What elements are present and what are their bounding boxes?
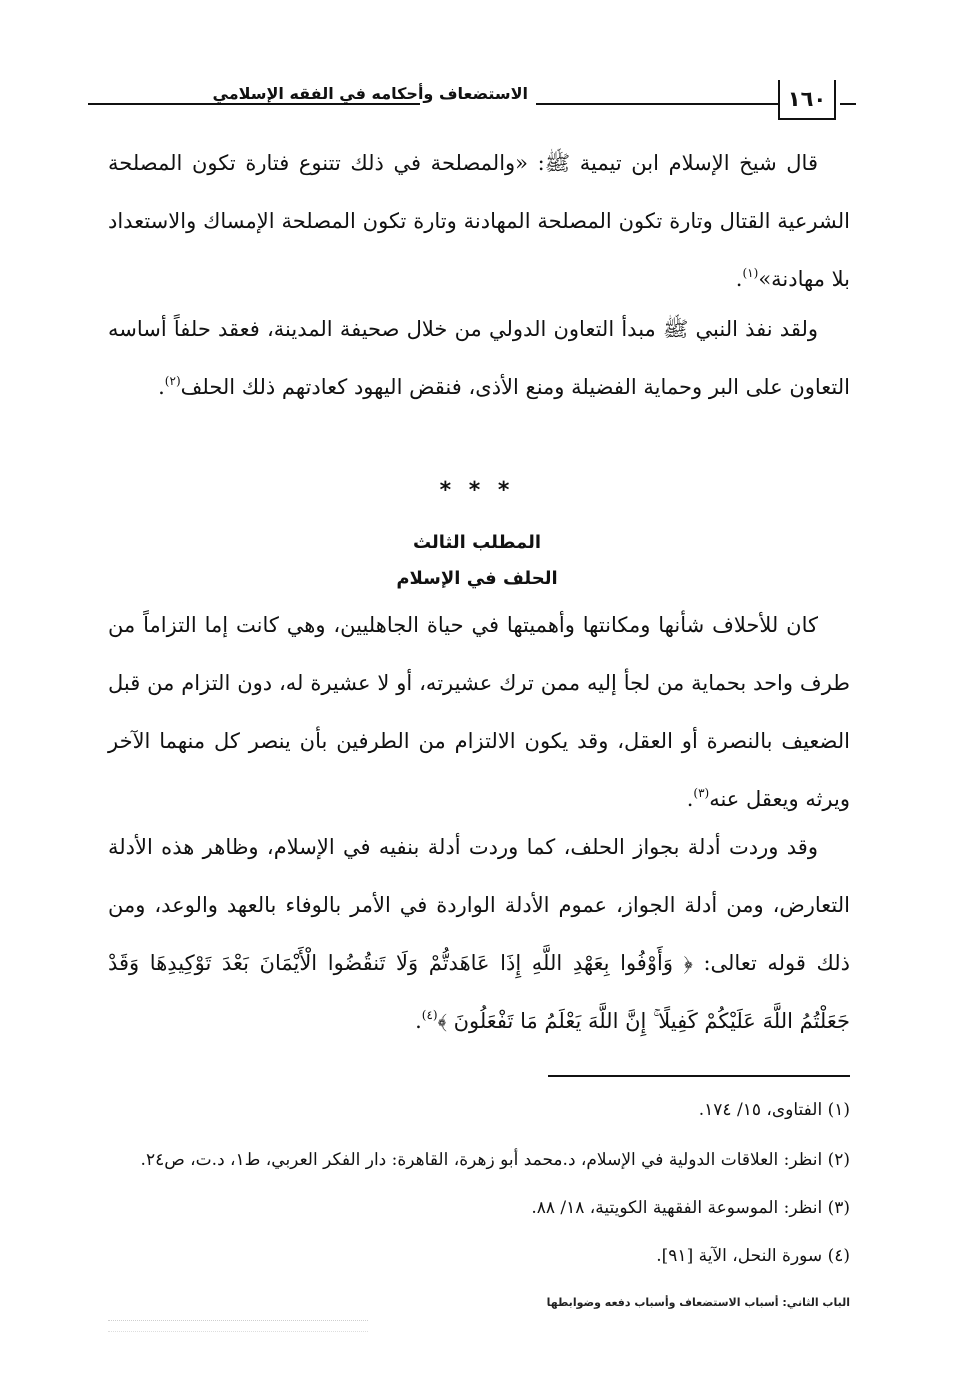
footnote-divider [548, 1075, 850, 1077]
paragraph-medina-charter: ولقد نفذ النبي ﷺ مبدأ التعاون الدولي من خلال صحيفة المدينة، فعقد حلفاً أساسه التعاون على البر وحماية الفضيلة ومنع الأذى، فنقض اليهود كعادتهم ذلك الحلف$^{(٢)}$. [108, 317, 850, 399]
running-header [88, 78, 856, 124]
paragraph-alliances-jahiliyya: كان للأحلاف شأنها ومكانتها وأهميتها في حياة الجاهليين، وهي كانت إما التزاماً من طرف واحد بحماية من لجأ إليه ممن ترك عشيرته، أو لا عشيرة له، دون التزام من قبل الضعيف بالنصرة أو العقل، وقد يكون الالتزام من الطرفين بأن ينصر كل منهما الآخر ويرثه ويعقل عنه$^{(٣)}$. [108, 613, 850, 811]
footnote-ref: (٢) [164, 374, 181, 388]
paragraph-text: ولقد نفذ النبي ﷺ مبدأ التعاون الدولي من خلال صحيفة المدينة، فعقد حلفاً أساسه التعاون على البر وحماية الفضيلة ومنع الأذى، فنقض اليهود كعادتهم ذلك الحلف [108, 317, 850, 399]
footnote-1: (١) الفتاوى، ١٥/ ١٧٤. [698, 1100, 850, 1120]
header-rule [536, 103, 778, 105]
footnote-ref: (٤) [421, 1008, 438, 1022]
footnote-ref: (١) [742, 266, 759, 280]
paragraph-text: كان للأحلاف شأنها ومكانتها وأهميتها في حياة الجاهليين، وهي كانت إما التزاماً من طرف واحد بحماية من لجأ إليه ممن ترك عشيرته، أو لا عشيرة له، دون التزام من قبل الضعيف بالنصرة أو العقل، وقد يكون الالتزام من الطرفين بأن ينصر كل منهما الآخر ويرثه ويعقل عنه [108, 613, 850, 811]
page-number: ١٦٠ [778, 80, 836, 120]
section-heading: المطلب الثالث [412, 532, 542, 553]
footnote-2: (٢) انظر: العلاقات الدولية في الإسلام، د.محمد أبو زهرة، القاهرة: دار الفكر العربي، ط١، د.ت، ص٢٤. [140, 1150, 850, 1170]
paragraph-text: وقد وردت أدلة بجواز الحلف، كما وردت أدلة بنفيه في الإسلام، وظاهر هذه الأدلة التعارض، ومن أدلة الجواز، عموم الأدلة الواردة في الأمر بالوفاء بالعهد والوعد، ومن ذلك قوله تعالى: ﴿ وَأَوْفُوا بِعَهْدِ اللَّهِ إِذَا عَاهَدتُّمْ وَلَا تَنقُضُوا الْأَيْمَانَ بَعْدَ تَوْكِيدِهَا وَقَدْ جَعَلْتُمُ اللَّهَ عَلَيْكُمْ كَفِيلًا ۚ إِنَّ اللَّهَ يَعْلَمُ مَا تَفْعَلُونَ ﴾ [108, 835, 850, 1033]
faint-bleedthrough [108, 1320, 368, 1332]
footnote-3: (٣) انظر: الموسوعة الفقهية الكويتية، ١٨/ ٨٨. [531, 1198, 850, 1218]
paragraph-ibn-taymiyya-quote: قال شيخ الإسلام ابن تيمية ﷺ: «والمصلحة في ذلك تتنوع فتارة تكون المصلحة الشرعية القتال وتارة تكون المصلحة المهادنة وتارة تكون المصلحة الإمساك والاستعداد بلا مهادنة»$^{(١)}$. [108, 151, 850, 291]
chapter-footer: الباب الثاني: أسباب الاستضعاف وأسباب دفعه وضوابطها [546, 1296, 850, 1309]
footnote-4: (٤) سورة النحل، الآية [٩١]. [656, 1246, 850, 1266]
paragraph-evidence-alliance: وقد وردت أدلة بجواز الحلف، كما وردت أدلة بنفيه في الإسلام، وظاهر هذه الأدلة التعارض، ومن أدلة الجواز، عموم الأدلة الواردة في الأمر بالوفاء بالعهد والوعد، ومن ذلك قوله تعالى: ﴿ وَأَوْفُوا بِعَهْدِ اللَّهِ إِذَا عَاهَدتُّمْ وَلَا تَنقُضُوا الْأَيْمَانَ بَعْدَ تَوْكِيدِهَا وَقَدْ جَعَلْتُمُ اللَّهَ عَلَيْكُمْ كَفِيلًا ۚ إِنَّ اللَّهَ يَعْلَمُ مَا تَفْعَلُونَ ﴾$^{(٤)}$. [108, 835, 850, 1033]
paragraph-text: قال شيخ الإسلام ابن تيمية ﷺ: «والمصلحة في ذلك تتنوع فتارة تكون المصلحة الشرعية القتال وتارة تكون المصلحة المهادنة وتارة تكون المصلحة الإمساك والاستعداد بلا مهادنة» [108, 151, 850, 291]
section-subheading: الحلف في الإسلام [396, 568, 558, 589]
section-separator: * * * [439, 478, 515, 503]
header-rule [88, 103, 420, 105]
header-rule [840, 103, 856, 105]
footnote-ref: (٣) [693, 786, 710, 800]
running-title: الاستضعاف وأحكامه في الفقه الإسلامي [212, 84, 528, 103]
